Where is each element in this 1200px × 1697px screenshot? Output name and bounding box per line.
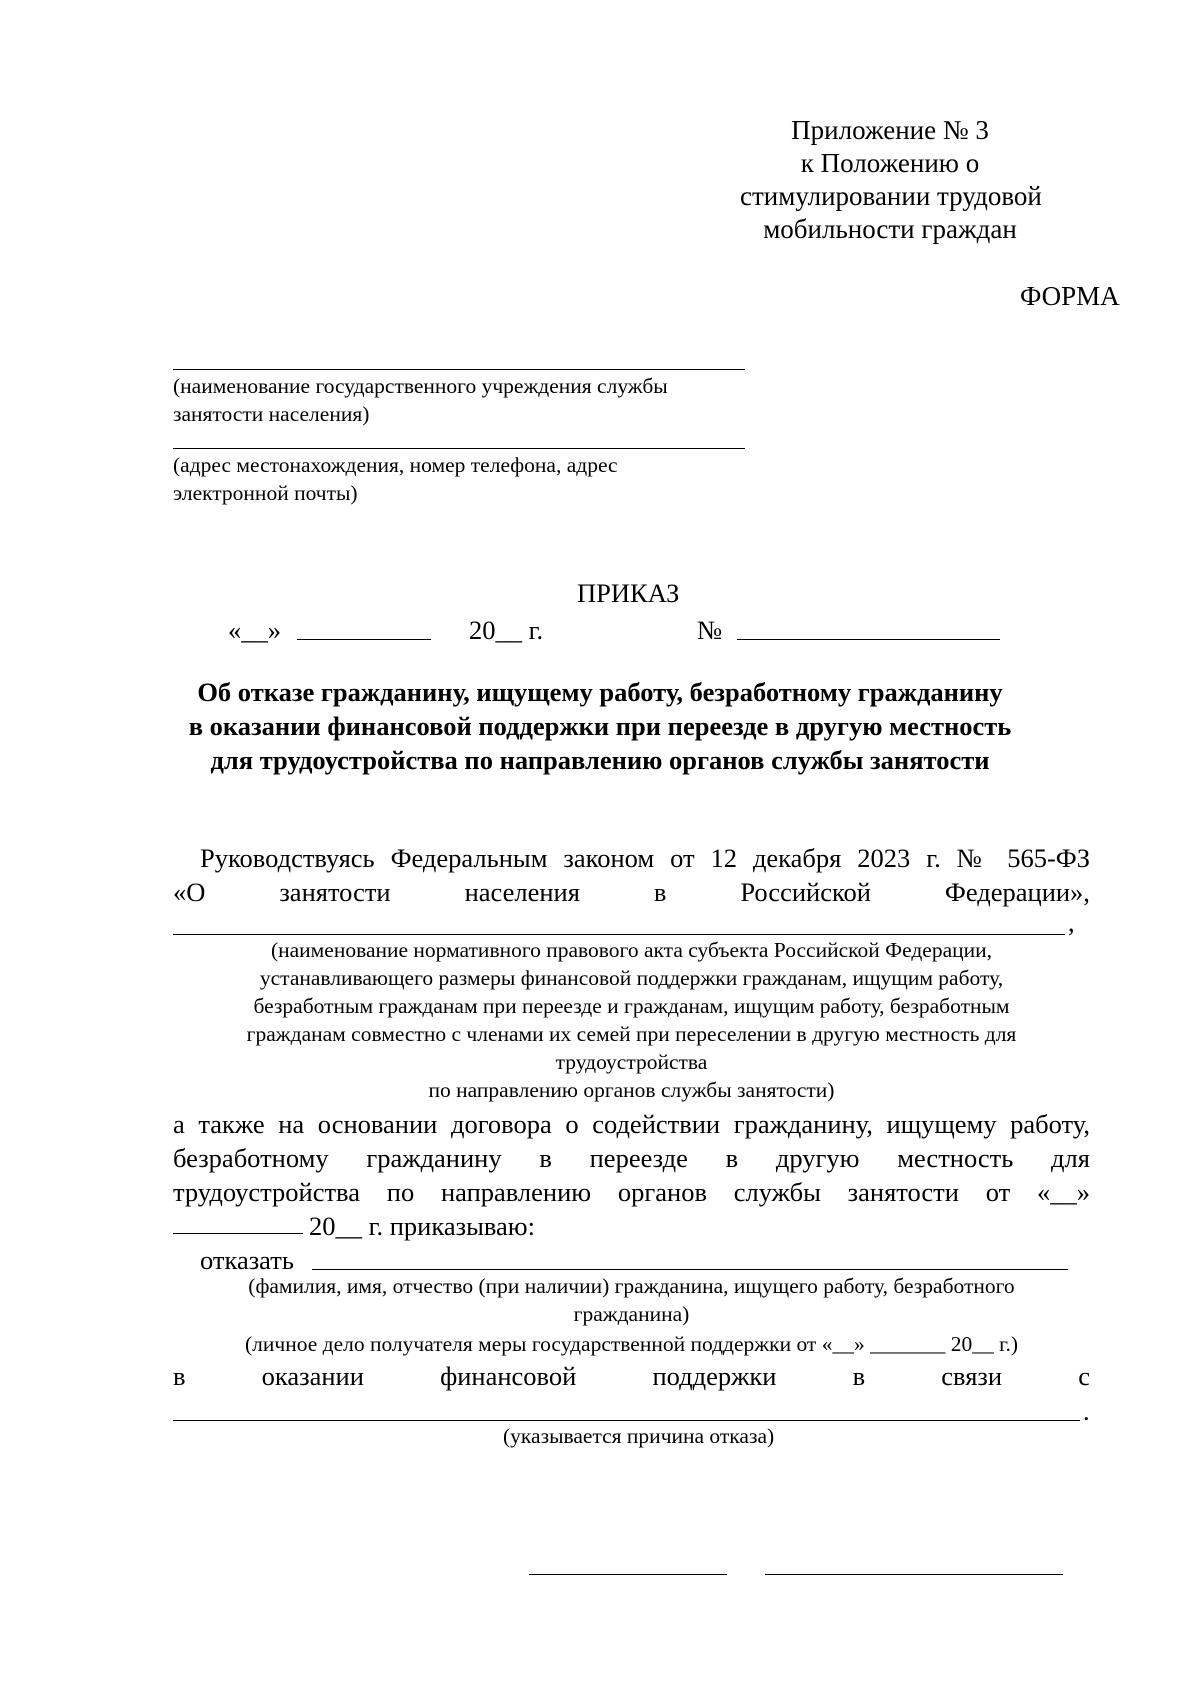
paragraph-2-line-3-word: органов	[617, 1177, 707, 1207]
legal-act-caption-line: гражданам совместно с членами их семей при переселении в другую местность для	[246, 1022, 1017, 1046]
title-line-2: в оказании финансовой поддержки при переезде в другую местность	[188, 711, 1012, 741]
case-caption: (личное дело получателя меры государственной поддержки от «__» _______ 20__ г.)	[244, 1332, 1018, 1356]
body-paragraph-1-line-1: Руководствуясь Федеральным законом от 12 декабря 2023 г. № 565-ФЗ	[200, 843, 1090, 873]
annex-line-1: Приложение № 3	[791, 115, 989, 145]
paragraph-2-line-2-word: местность	[897, 1143, 1014, 1173]
order-month-field[interactable]	[297, 639, 431, 640]
address-caption	[173, 451, 618, 507]
paragraph-2-line-3-word: по	[386, 1177, 415, 1207]
address-caption-line-2: электронной почты)	[173, 481, 358, 505]
body-paragraph-1-line-2	[173, 875, 1090, 909]
reason-caption: (указывается причина отказа)	[503, 1424, 775, 1448]
legal-act-field[interactable]	[173, 934, 1065, 935]
form-label: ФОРМА	[1020, 281, 1120, 311]
paragraph-1-line-2-word: «О	[173, 877, 206, 907]
annex-line-4: мобильности граждан	[763, 214, 1017, 244]
institution-caption	[173, 372, 668, 428]
legal-act-caption-line: по направлению органов службы занятости)	[428, 1078, 835, 1102]
institution-caption-line-1: (наименование государственного учреждения службы	[173, 374, 668, 398]
order-heading: ПРИКАЗ	[577, 578, 680, 608]
paragraph-1-line-2-word: населения	[464, 877, 580, 907]
legal-act-caption-line: безработным гражданам при переезде и гражданам, ищущим работу, безработным	[253, 994, 1010, 1018]
annex-line-3: стимулировании трудовой	[740, 181, 1042, 211]
refuse-word: отказать	[200, 1245, 294, 1275]
paragraph-2-line-3-word: от	[985, 1177, 1011, 1207]
legal-act-caption	[173, 936, 1090, 1104]
paragraph-2-line-2-word: гражданину	[366, 1143, 502, 1173]
reason-line-word: в	[852, 1361, 866, 1391]
address-caption-line-1: (адрес местонахождения, номер телефона, адрес	[173, 453, 618, 477]
institution-name-field[interactable]	[173, 369, 745, 370]
reason-line-word: поддержки	[652, 1361, 777, 1391]
paragraph-2-line-2-word: другую	[775, 1143, 860, 1173]
document-title	[130, 675, 1070, 777]
reason-line-word: связи	[941, 1361, 1003, 1391]
order-day-field: «__»	[228, 615, 281, 645]
paragraph-2-line-3-word: «__»	[1036, 1177, 1090, 1207]
body-paragraph-2-line-4: 20__ г. приказываю:	[309, 1211, 535, 1241]
reason-line-word: финансовой	[440, 1361, 577, 1391]
paragraph-2-line-2-word: в	[725, 1143, 739, 1173]
address-field[interactable]	[173, 448, 745, 449]
paragraph-2-line-2-word: безработному	[173, 1143, 329, 1173]
paragraph-2-line-2-word: переезде	[589, 1143, 688, 1173]
reason-line	[173, 1359, 1090, 1393]
reason-line-word: с	[1078, 1361, 1090, 1391]
person-name-field[interactable]	[312, 1269, 1068, 1270]
title-line-3: для трудоустройства по направлению органов службы занятости	[210, 745, 990, 775]
signature-field[interactable]	[529, 1574, 727, 1575]
legal-act-caption-line: (наименование нормативного правового акта субъекта Российской Федерации,	[270, 938, 993, 962]
signatory-name-field[interactable]	[765, 1574, 1063, 1575]
body-paragraph-2-line-1: а также на основании договора о содействии гражданину, ищущему работу,	[173, 1109, 1090, 1139]
reason-field[interactable]	[173, 1420, 1080, 1421]
contract-month-field[interactable]	[173, 1233, 303, 1234]
reason-line-word: в	[173, 1361, 186, 1391]
legal-act-caption-line: трудоустройства	[555, 1050, 708, 1074]
reason-period: .	[1083, 1396, 1090, 1426]
person-caption-line-2: гражданина)	[573, 1302, 690, 1326]
order-year: 20__ г.	[469, 615, 544, 645]
person-caption	[173, 1272, 1090, 1328]
annex-block	[740, 114, 1040, 246]
body-paragraph-2-line-3	[173, 1175, 1090, 1209]
annex-line-2: к Положению о	[800, 148, 980, 178]
paragraph-2-line-3-word: занятости	[847, 1177, 959, 1207]
paragraph-2-line-2-word: для	[1051, 1143, 1090, 1173]
paragraph-2-line-3-word: службы	[733, 1177, 821, 1207]
title-line-1: Об отказе гражданину, ищущему работу, безработному гражданину	[197, 677, 1003, 707]
legal-act-comma: ,	[1068, 907, 1075, 937]
body-paragraph-2-line-2	[173, 1141, 1090, 1175]
order-number-sign: №	[697, 615, 723, 645]
paragraph-1-line-2-word: в	[653, 877, 667, 907]
paragraph-1-line-2-word: Российской	[740, 877, 871, 907]
institution-caption-line-2: занятости населения)	[173, 402, 370, 426]
paragraph-1-line-2-word: Федерации»,	[944, 877, 1090, 907]
paragraph-2-line-3-word: трудоустройства	[173, 1177, 360, 1207]
order-number-field[interactable]	[737, 639, 1000, 640]
person-caption-line-1: (фамилия, имя, отчество (при наличии) гражданина, ищущего работу, безработного	[248, 1274, 1015, 1298]
paragraph-2-line-3-word: направлению	[440, 1177, 592, 1207]
paragraph-2-line-2-word: в	[539, 1143, 552, 1173]
legal-act-caption-line: устанавливающего размеры финансовой поддержки гражданам, ищущим работу,	[259, 966, 1004, 990]
reason-line-word: оказании	[261, 1361, 364, 1391]
paragraph-1-line-2-word: занятости	[279, 877, 391, 907]
